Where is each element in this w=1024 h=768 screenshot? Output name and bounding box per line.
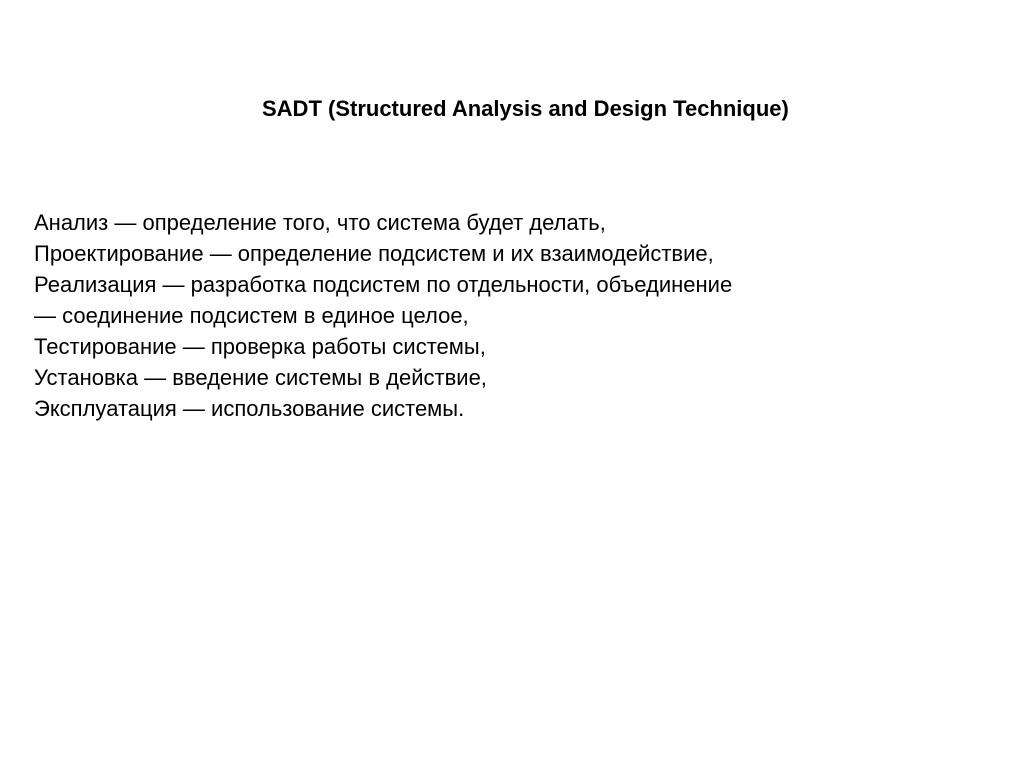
body-line-implementation: Реализация — разработка подсистем по отдельности, объединение: [34, 272, 733, 297]
body-line-operation: Эксплуатация — использование системы.: [34, 396, 465, 421]
slide-title: SADT (Structured Analysis and Design Technique): [262, 96, 789, 121]
body-line-integration: — соединение подсистем в единое целое,: [34, 303, 469, 328]
body-line-testing: Тестирование — проверка работы системы,: [34, 334, 486, 359]
body-line-design: Проектирование — определение подсистем и их взаимодействие,: [34, 241, 714, 266]
body-line-installation: Установка — введение системы в действие,: [34, 365, 487, 390]
body-line-analysis: Анализ — определение того, что система будет делать,: [34, 210, 606, 235]
slide-body: [34, 207, 994, 424]
